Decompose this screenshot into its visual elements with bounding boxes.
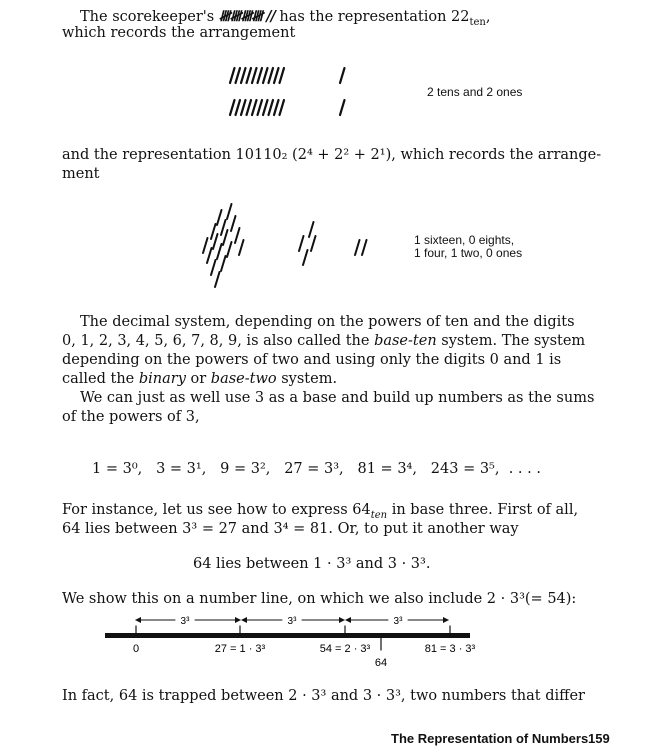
subscript: ten	[469, 16, 486, 28]
tally-stroke	[309, 222, 314, 237]
fig2-label-1: 1 sixteen, 0 eights,	[414, 233, 515, 247]
text: in base three. First of all,	[387, 502, 579, 518]
para3-line-1: The decimal system, depending on the powers of ten and the digits	[80, 314, 575, 330]
para6: We show this on a number line, on which we also include 2 · 3³(= 54):	[62, 591, 577, 607]
tally-stroke	[230, 100, 235, 115]
tally-stroke	[221, 256, 226, 271]
tally-stroke	[217, 210, 222, 225]
axis-line	[105, 633, 470, 638]
text: has the representation 22	[279, 9, 470, 25]
interval-label: 3³	[287, 616, 297, 627]
tally-stroke	[211, 224, 216, 239]
tally-stroke	[227, 204, 232, 219]
tally-stroke	[340, 68, 345, 83]
para3-line-4	[62, 371, 337, 387]
para7: In fact, 64 is trapped between 2 · 3³ and 3 · 3³, two numbers that differ	[62, 688, 585, 704]
tally-stroke	[221, 220, 226, 235]
tally-stroke	[362, 240, 367, 255]
tally-stroke	[241, 68, 246, 83]
text: called the	[62, 371, 139, 387]
tally-stroke	[230, 68, 235, 83]
text: system.	[276, 371, 338, 387]
marker-label: 64	[374, 657, 388, 669]
para2-line-1: and the representation 10110₂ (2⁴ + 2² + 2¹), which records the arrange-	[62, 147, 602, 163]
tick-label: 27 = 1 · 3³	[214, 643, 266, 655]
para4-line-1: We can just as well use 3 as a base and build up numbers as the sums	[80, 390, 595, 406]
para3-line-3: depending on the powers of two and using only the digits 0 and 1 is	[62, 352, 562, 368]
tally-stroke	[263, 100, 268, 115]
tally-stroke	[207, 248, 212, 263]
tally-stroke	[258, 68, 263, 83]
para5-line-2: 64 lies between 3³ = 27 and 3⁴ = 81. Or, to put it another way	[62, 521, 519, 537]
tally-stroke	[247, 68, 252, 83]
tally-stroke	[203, 238, 208, 253]
tally-stroke	[236, 100, 241, 115]
centered-statement: 64 lies between 1 · 3³ and 3 · 3³.	[193, 556, 431, 572]
tally-stroke	[215, 272, 220, 287]
text: ,	[485, 9, 491, 25]
tally-stroke	[241, 100, 246, 115]
intro-line-2: which records the arrangement	[62, 25, 296, 41]
tally-stroke	[213, 234, 218, 249]
tick-label: 81 = 3 · 3³	[424, 643, 476, 655]
text: system. The system	[436, 333, 586, 349]
para2-line-2: ment	[62, 166, 100, 182]
tally-stroke	[258, 100, 263, 115]
tally-stroke	[263, 68, 268, 83]
tick-label: 54 = 2 · 3³	[319, 643, 371, 655]
tally-stroke	[252, 100, 257, 115]
running-footer: The Representation of Numbers	[391, 731, 589, 746]
tally-stroke	[236, 68, 241, 83]
text: or	[185, 371, 211, 387]
term: base-two	[210, 371, 277, 387]
text: 0, 1, 2, 3, 4, 5, 6, 7, 8, 9, is also called the	[62, 333, 375, 349]
tick-label: 0	[132, 643, 140, 655]
fig1-label: 2 tens and 2 ones	[427, 85, 523, 99]
tally-stroke	[247, 100, 252, 115]
tally-figure-tens	[225, 60, 365, 120]
tally-stroke	[269, 68, 274, 83]
text: For instance, let us see how to express 64	[62, 502, 371, 518]
interval-label: 3³	[393, 616, 403, 627]
tally-stroke	[311, 236, 316, 251]
tally-marks: 𝍸𝍸𝍸𝍸 //	[218, 8, 275, 25]
tally-figure-binary	[195, 200, 375, 295]
para5-line-1	[62, 502, 578, 521]
number-line	[100, 600, 500, 675]
powers-equation: 1 = 3⁰, 3 = 3¹, 9 = 3², 27 = 3³, 81 = 3⁴, 243 = 3⁵, . . . .	[92, 461, 541, 477]
tally-stroke	[340, 100, 345, 115]
tally-stroke	[252, 68, 257, 83]
term: binary	[138, 371, 186, 387]
subscript: ten	[370, 509, 388, 521]
tally-stroke	[274, 100, 279, 115]
tally-stroke	[355, 240, 360, 255]
tally-stroke	[231, 216, 236, 231]
tally-stroke	[239, 240, 244, 255]
para4-line-2: of the powers of 3,	[62, 409, 200, 425]
tally-stroke	[235, 228, 240, 243]
tally-stroke	[280, 100, 285, 115]
tally-stroke	[280, 68, 285, 83]
fig2-label-2: 1 four, 1 two, 0 ones	[414, 246, 523, 260]
tally-stroke	[211, 260, 216, 275]
tally-stroke	[303, 250, 308, 265]
tally-stroke	[217, 244, 222, 259]
tally-stroke	[223, 230, 228, 245]
text: The scorekeeper's	[80, 9, 215, 25]
page-number: 159	[588, 731, 610, 746]
interval-label: 3³	[180, 616, 190, 627]
tally-stroke	[299, 236, 304, 251]
tally-stroke	[227, 242, 232, 257]
term: base-ten	[374, 333, 437, 349]
para3-line-2	[62, 333, 585, 349]
tally-stroke	[269, 100, 274, 115]
tally-stroke	[274, 68, 279, 83]
